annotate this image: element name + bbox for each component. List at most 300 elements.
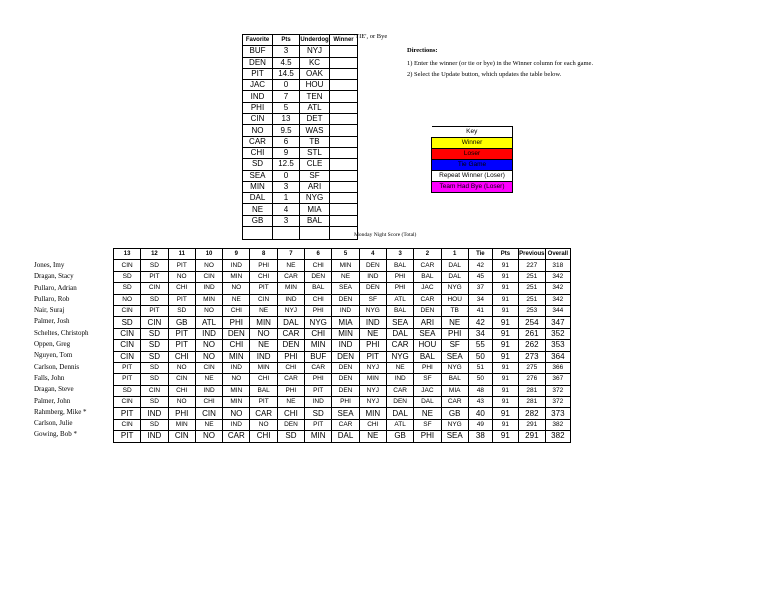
pick-cell: BUF [305, 351, 332, 362]
week-column-header: 12 [141, 249, 168, 260]
pick-cell: NO [195, 260, 222, 271]
player-row [114, 271, 571, 282]
pick-cell: SEA [386, 317, 413, 328]
week-column-header: 4 [359, 249, 386, 260]
favorite-cell: MIN [243, 181, 273, 192]
pick-cell: CHI [168, 385, 195, 396]
pick-cell: PIT [114, 362, 141, 373]
pick-cell: IND [223, 419, 250, 430]
pick-cell: CHI [305, 328, 332, 339]
pick-cell: BAL [386, 260, 413, 271]
pts-cell: 91 [492, 397, 518, 408]
spread-cell: 14.5 [273, 68, 300, 79]
pick-cell: SEA [332, 408, 359, 419]
player-name: Rahmberg, Mike * [34, 407, 87, 416]
pick-cell: DAL [386, 408, 413, 419]
pick-cell: SF [441, 340, 468, 351]
game-row [243, 136, 358, 147]
pick-cell: DAL [414, 397, 441, 408]
monday-night-label: Monday Night Score (Total) [354, 232, 417, 238]
tie-header: Tie [468, 249, 492, 260]
picks-table [113, 248, 571, 443]
overall-cell: 344 [545, 305, 570, 316]
game-row [243, 193, 358, 204]
favorite-cell: IND [243, 91, 273, 102]
overall-cell: 367 [545, 374, 570, 385]
tie-cell: 51 [468, 362, 492, 373]
pick-cell: PHI [414, 431, 441, 442]
spread-cell: 3 [273, 215, 300, 226]
winner-header: Winner [330, 35, 358, 46]
pick-cell: IND [359, 317, 386, 328]
player-row [114, 408, 571, 419]
pick-cell: IND [223, 362, 250, 373]
pick-cell: NYJ [359, 397, 386, 408]
pick-cell: PHI [305, 374, 332, 385]
pick-cell: HOU [441, 294, 468, 305]
pick-cell: NE [250, 305, 277, 316]
game-row [243, 170, 358, 181]
pick-cell: NE [359, 328, 386, 339]
underdog-cell: NYG [300, 193, 330, 204]
spread-cell: 5 [273, 102, 300, 113]
pick-cell: PIT [114, 431, 141, 442]
directions-line-2: 2) Select the Update button, which updates the table below. [407, 71, 562, 78]
pick-cell: NYG [441, 283, 468, 294]
pick-cell: GB [441, 408, 468, 419]
pick-cell: CIN [250, 294, 277, 305]
pick-cell: DEN [332, 362, 359, 373]
pick-cell: NO [168, 271, 195, 282]
pick-cell: NO [195, 351, 222, 362]
pick-cell: DEN [223, 328, 250, 339]
previous-cell: 282 [518, 408, 545, 419]
pick-cell: IND [250, 351, 277, 362]
pick-cell: NE [277, 397, 304, 408]
winner-cell[interactable] [330, 114, 358, 125]
game-row [243, 204, 358, 215]
previous-cell: 251 [518, 294, 545, 305]
winner-cell[interactable] [330, 57, 358, 68]
pick-cell: SD [141, 294, 168, 305]
pick-cell: NE [277, 260, 304, 271]
favorite-cell [243, 227, 273, 240]
pick-cell: DEN [332, 294, 359, 305]
pick-cell: SD [305, 408, 332, 419]
player-row [114, 294, 571, 305]
player-row [114, 351, 571, 362]
player-row [114, 317, 571, 328]
player-row [114, 362, 571, 373]
directions-title: Directions: [407, 47, 438, 54]
player-name: Carlson, Dennis [34, 362, 80, 371]
tie-cell: 49 [468, 419, 492, 430]
spread-cell: 3 [273, 46, 300, 57]
pick-cell: NO [195, 305, 222, 316]
pick-cell: NYJ [359, 385, 386, 396]
pick-cell: GB [386, 431, 413, 442]
previous-cell: 261 [518, 328, 545, 339]
pick-cell: SD [141, 362, 168, 373]
pick-cell: CIN [114, 328, 141, 339]
pick-cell: MIN [250, 317, 277, 328]
pick-cell: IND [141, 408, 168, 419]
pick-cell: CHI [359, 419, 386, 430]
winner-cell[interactable] [330, 125, 358, 136]
pick-cell: PIT [168, 294, 195, 305]
week-column-header: 11 [168, 249, 195, 260]
winner-cell[interactable] [330, 136, 358, 147]
pick-cell: CHI [223, 305, 250, 316]
pick-cell: MIN [359, 408, 386, 419]
pick-cell: MIN [223, 397, 250, 408]
pick-cell: SD [141, 328, 168, 339]
pick-cell: SD [168, 305, 195, 316]
tie-note: 'TIE', or Bye [354, 33, 388, 40]
pick-cell: BAL [386, 305, 413, 316]
pick-cell: JAC [414, 283, 441, 294]
pick-cell: IND [332, 340, 359, 351]
pick-cell: JAC [414, 385, 441, 396]
key-item: Key [432, 127, 513, 138]
favorite-cell: DAL [243, 193, 273, 204]
pick-cell: PHI [168, 408, 195, 419]
pick-cell: NO [168, 397, 195, 408]
pick-cell: SD [114, 271, 141, 282]
pick-cell: PHI [441, 328, 468, 339]
pick-cell: MIN [250, 362, 277, 373]
pick-cell: DEN [414, 305, 441, 316]
pick-cell: DEN [305, 271, 332, 282]
spread-cell [273, 227, 300, 240]
pick-cell: CHI [168, 283, 195, 294]
spread-cell: 12.5 [273, 159, 300, 170]
pick-cell: ATL [386, 294, 413, 305]
winner-cell[interactable] [330, 159, 358, 170]
player-name: Dragan, Steve [34, 385, 74, 394]
pick-cell: NO [114, 294, 141, 305]
pick-cell: SF [414, 419, 441, 430]
pick-cell: CHI [305, 294, 332, 305]
pick-cell: MIN [305, 340, 332, 351]
winner-cell[interactable] [330, 181, 358, 192]
game-row [243, 102, 358, 113]
tie-cell: 42 [468, 317, 492, 328]
favorite-cell: NE [243, 204, 273, 215]
pick-cell: PIT [305, 385, 332, 396]
pick-cell: CAR [277, 374, 304, 385]
pick-cell: NYG [441, 362, 468, 373]
favorite-cell: BUF [243, 46, 273, 57]
spread-cell: 4 [273, 204, 300, 215]
pick-cell: DEN [359, 260, 386, 271]
pick-cell: DEN [386, 397, 413, 408]
pick-cell: NYG [305, 317, 332, 328]
pick-cell: NE [250, 340, 277, 351]
pick-cell: CHI [277, 408, 304, 419]
overall-cell: 373 [545, 408, 570, 419]
week-column-header: 8 [250, 249, 277, 260]
pick-cell: CAR [441, 397, 468, 408]
underdog-cell: OAK [300, 68, 330, 79]
key-item: Repeat Winner (Loser) [432, 171, 513, 182]
overall-cell: 342 [545, 294, 570, 305]
spread-cell: 3 [273, 181, 300, 192]
pick-cell: CHI [250, 431, 277, 442]
week-column-header: 2 [414, 249, 441, 260]
pick-cell: MIN [195, 294, 222, 305]
pick-cell: IND [223, 260, 250, 271]
overall-cell: 353 [545, 340, 570, 351]
player-name: Dragan, Stacy [34, 272, 74, 281]
tie-cell: 42 [468, 260, 492, 271]
pick-cell: CAR [250, 408, 277, 419]
pick-cell: CHI [277, 362, 304, 373]
pick-cell: CHI [223, 340, 250, 351]
pick-cell: CAR [386, 340, 413, 351]
week-column-header: 1 [441, 249, 468, 260]
winner-cell[interactable] [330, 68, 358, 79]
week-column-header: 9 [223, 249, 250, 260]
key-item: Loser [432, 149, 513, 160]
favorite-header: Favorite [243, 35, 273, 46]
pick-cell: PHI [386, 283, 413, 294]
pick-cell: NE [332, 271, 359, 282]
games-table [242, 34, 358, 240]
pick-cell: NE [195, 374, 222, 385]
winner-cell[interactable] [330, 46, 358, 57]
pick-cell: ATL [386, 419, 413, 430]
player-name: Palmer, John [34, 396, 71, 405]
pts-cell: 91 [492, 305, 518, 316]
game-row [243, 91, 358, 102]
pts-cell: 91 [492, 340, 518, 351]
pts-cell: 91 [492, 328, 518, 339]
spread-cell: 9 [273, 147, 300, 158]
pick-cell: NO [168, 362, 195, 373]
pick-cell: MIN [332, 328, 359, 339]
overall-cell: 342 [545, 271, 570, 282]
game-row [243, 125, 358, 136]
pick-cell: SF [359, 294, 386, 305]
pick-cell: NO [223, 374, 250, 385]
pick-cell: PIT [359, 351, 386, 362]
player-row [114, 283, 571, 294]
player-name: Palmer, Josh [34, 317, 70, 326]
tie-cell: 34 [468, 328, 492, 339]
overall-cell: 372 [545, 385, 570, 396]
winner-cell[interactable] [330, 193, 358, 204]
player-row [114, 374, 571, 385]
pick-cell: DEN [359, 283, 386, 294]
pick-cell: SEA [332, 283, 359, 294]
pick-cell: NE [441, 317, 468, 328]
pick-cell: PHI [386, 271, 413, 282]
game-row [243, 215, 358, 226]
player-row [114, 397, 571, 408]
pick-cell: CIN [195, 408, 222, 419]
underdog-cell: STL [300, 147, 330, 158]
underdog-cell: BAL [300, 215, 330, 226]
underdog-cell: KC [300, 57, 330, 68]
pick-cell: CIN [141, 283, 168, 294]
pick-cell: NYG [386, 351, 413, 362]
previous-cell: 291 [518, 419, 545, 430]
pick-cell: CIN [114, 351, 141, 362]
pick-cell: MIN [223, 271, 250, 282]
pick-cell: MIN [277, 283, 304, 294]
pick-cell: CHI [168, 351, 195, 362]
pick-cell: BAL [250, 385, 277, 396]
pick-cell: CIN [195, 271, 222, 282]
pick-cell: CAR [414, 260, 441, 271]
pick-cell: PHI [223, 317, 250, 328]
pick-cell: PHI [250, 260, 277, 271]
underdog-cell: HOU [300, 80, 330, 91]
player-name: Gowing, Bob * [34, 430, 77, 439]
pick-cell: PIT [114, 374, 141, 385]
player-name: Falls, John [34, 373, 65, 382]
key-legend [431, 126, 513, 193]
pick-cell: CAR [277, 271, 304, 282]
pick-cell: NO [195, 340, 222, 351]
underdog-header: Underdog [300, 35, 330, 46]
player-name: Scheltes, Christoph [34, 328, 89, 337]
pick-cell: CHI [250, 374, 277, 385]
pick-cell: MIN [305, 431, 332, 442]
pick-cell: PHI [414, 362, 441, 373]
tie-cell: 50 [468, 374, 492, 385]
pick-cell: SD [141, 419, 168, 430]
pick-cell: HOU [414, 340, 441, 351]
player-name: Nair, Suraj [34, 306, 65, 315]
pick-cell: IND [195, 283, 222, 294]
player-row [114, 328, 571, 339]
pts-header: Pts [492, 249, 518, 260]
pts-cell: 91 [492, 431, 518, 442]
pick-cell: CHI [195, 397, 222, 408]
week-column-header: 3 [386, 249, 413, 260]
underdog-cell: DET [300, 114, 330, 125]
pick-cell: SD [114, 385, 141, 396]
pick-cell: SD [141, 374, 168, 385]
previous-cell: 227 [518, 260, 545, 271]
pick-cell: DAL [441, 260, 468, 271]
pick-cell: SF [414, 374, 441, 385]
pick-cell: BAL [414, 351, 441, 362]
tie-cell: 41 [468, 305, 492, 316]
week-column-header: 10 [195, 249, 222, 260]
pick-cell: DAL [332, 431, 359, 442]
favorite-cell: CHI [243, 147, 273, 158]
pick-cell: PIT [168, 260, 195, 271]
pick-cell: MIN [332, 260, 359, 271]
pts-cell: 91 [492, 374, 518, 385]
key-item: Team Had Bye (Loser) [432, 182, 513, 193]
winner-cell[interactable] [330, 91, 358, 102]
pick-cell: CIN [114, 260, 141, 271]
pick-cell: IND [305, 397, 332, 408]
player-row [114, 385, 571, 396]
pick-cell: PHI [359, 340, 386, 351]
overall-cell: 352 [545, 328, 570, 339]
pick-cell: SD [141, 351, 168, 362]
pick-cell: IND [141, 431, 168, 442]
pick-cell: PIT [250, 283, 277, 294]
player-name: Nguyen, Tom [34, 351, 73, 360]
pick-cell: CAR [386, 385, 413, 396]
pick-cell: PIT [250, 397, 277, 408]
pick-cell: SD [141, 260, 168, 271]
player-name: Jones, Imy [34, 261, 65, 269]
pick-cell: CAR [277, 328, 304, 339]
favorite-cell: PHI [243, 102, 273, 113]
pts-cell: 91 [492, 362, 518, 373]
pick-cell: CIN [168, 374, 195, 385]
underdog-cell: MIA [300, 204, 330, 215]
winner-cell[interactable] [330, 204, 358, 215]
pick-cell: PIT [305, 419, 332, 430]
pick-cell: IND [195, 385, 222, 396]
pick-cell: ATL [195, 317, 222, 328]
previous-cell: 254 [518, 317, 545, 328]
week-column-header: 13 [114, 249, 141, 260]
pick-cell: NE [223, 294, 250, 305]
pick-cell: CAR [223, 431, 250, 442]
pts-cell: 91 [492, 294, 518, 305]
pts-cell: 91 [492, 260, 518, 271]
favorite-cell: CAR [243, 136, 273, 147]
overall-cell: 342 [545, 283, 570, 294]
pts-cell: 91 [492, 385, 518, 396]
pick-cell: PIT [114, 408, 141, 419]
overall-cell: 382 [545, 431, 570, 442]
winner-cell[interactable] [330, 102, 358, 113]
pick-cell: NO [195, 431, 222, 442]
previous-header: Previous [518, 249, 545, 260]
key-item: Tie Game [432, 160, 513, 171]
winner-cell[interactable] [330, 147, 358, 158]
pick-cell: MIA [332, 317, 359, 328]
pick-cell: PIT [141, 271, 168, 282]
player-row [114, 419, 571, 430]
pick-cell: IND [277, 294, 304, 305]
overall-cell: 366 [545, 362, 570, 373]
winner-cell[interactable] [330, 215, 358, 226]
winner-cell[interactable] [330, 170, 358, 181]
game-row [243, 80, 358, 91]
pick-cell: BAL [414, 271, 441, 282]
pick-cell: SEA [441, 351, 468, 362]
player-row [114, 260, 571, 271]
pick-cell: CIN [114, 305, 141, 316]
favorite-cell: SD [243, 159, 273, 170]
winner-cell[interactable] [330, 80, 358, 91]
pick-cell: NYJ [277, 305, 304, 316]
pick-cell: MIN [359, 374, 386, 385]
week-column-header: 6 [305, 249, 332, 260]
underdog-cell: ATL [300, 102, 330, 113]
pick-cell: CAR [414, 294, 441, 305]
player-name: Pullaro, Rob [34, 294, 70, 303]
underdog-cell [300, 227, 330, 240]
pick-cell: CIN [141, 317, 168, 328]
pts-header: Pts [273, 35, 300, 46]
pick-cell: SEA [414, 328, 441, 339]
pts-cell: 91 [492, 408, 518, 419]
pick-cell: PIT [168, 328, 195, 339]
pick-cell: PHI [277, 351, 304, 362]
